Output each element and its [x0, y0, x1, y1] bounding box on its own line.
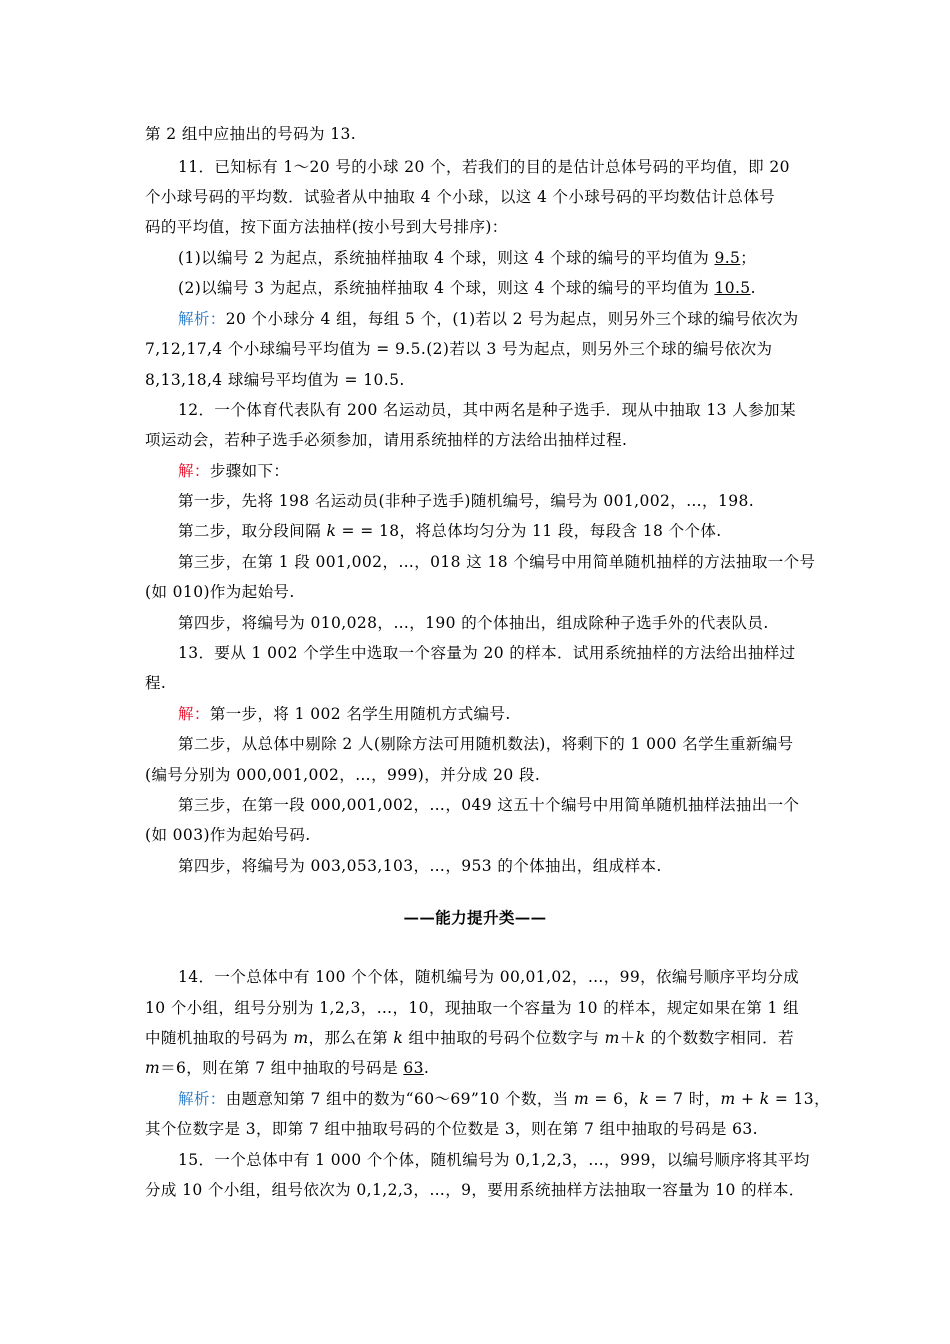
math-variable: m — [293, 1029, 309, 1047]
solution-label: 解析： — [178, 310, 226, 328]
text-segment: (1)以编号 2 为起点，系统抽样抽取 4 个球，则这 4 个球的编号的平均值为 — [178, 249, 715, 267]
text-segment: 第三步，在第 1 段 001,002，…，018 这 18 个编号中用简单随机抽样的方法抽取一个号 — [178, 553, 816, 571]
text-segment: 第二步，取分段间隔 — [178, 522, 327, 540]
text-segment: 个小球号码的平均数．试验者从中抽取 4 个小球，以这 4 个小球号码的平均数估计总体号 — [145, 188, 776, 206]
text-segment: ——能力提升类—— — [403, 908, 547, 927]
text-line — [178, 550, 815, 572]
text-segment: 组中抽取的号码个位数字与 — [403, 1029, 605, 1047]
text-segment: 由题意知第 7 组中的数为“60～69”10 个数，当 — [225, 1090, 574, 1108]
text-line — [145, 122, 356, 144]
text-segment: ，那么在第 — [308, 1029, 394, 1047]
text-segment: 第 2 组中应抽出的号码为 13. — [145, 125, 357, 143]
text-line — [178, 1148, 810, 1170]
text-line — [145, 185, 775, 207]
text-line — [145, 763, 540, 785]
text-line — [178, 702, 511, 724]
math-variable: k — [759, 1090, 770, 1108]
text-line — [178, 611, 769, 633]
text-segment: 码的平均值，按下面方法抽样(按小号到大号排序)： — [145, 218, 508, 236]
text-segment: 第四步，将编号为 003,053,103，…，953 的个体抽出，组成样本. — [178, 857, 662, 875]
text-segment: 14．一个总体中有 100 个个体，随机编号为 00,01,02，…，99，依编号顺序平均分成 — [178, 968, 800, 986]
text-line — [145, 215, 508, 237]
text-segment: (2)以编号 3 为起点，系统抽样抽取 4 个球，则这 4 个球的编号的平均值为 — [178, 279, 715, 297]
text-segment: 7,12,17,4 个小球编号平均值为 = 9.5.(2)若以 3 号为起点，则另外三个球的编号依次为 — [145, 340, 773, 358]
text-line — [178, 1087, 830, 1109]
text-line — [145, 428, 627, 450]
text-segment: ＋ — [619, 1029, 636, 1047]
text-line — [178, 519, 722, 541]
text-segment: 程. — [145, 674, 167, 692]
text-line — [178, 398, 796, 420]
solution-label: 解： — [178, 462, 210, 480]
text-segment: . — [750, 279, 756, 297]
text-line — [145, 1117, 758, 1139]
text-segment: ； — [740, 249, 757, 267]
text-line — [145, 996, 799, 1018]
text-segment: 步骤如下： — [209, 462, 290, 480]
text-segment: (如 003)作为起始号码. — [145, 826, 311, 844]
text-line — [178, 854, 662, 876]
text-segment: 第四步，将编号为 010,028，…，190 的个体抽出，组成除种子选手外的代表队员. — [178, 614, 769, 632]
text-line — [145, 368, 405, 390]
text-line — [145, 1056, 429, 1078]
text-segment: 的个数数字相同．若 — [645, 1029, 794, 1047]
text-segment: = 13， — [769, 1090, 830, 1108]
text-segment: 项运动会，若种子选手必须参加，请用系统抽样的方法给出抽样过程. — [145, 431, 628, 449]
text-segment: = = 18，将总体均匀分为 11 段，每段含 18 个个体. — [336, 522, 722, 540]
text-segment: 8,13,18,4 球编号平均值为 = 10.5. — [145, 371, 405, 389]
text-segment: 第一步，将 1 002 名学生用随机方式编号. — [209, 705, 511, 723]
text-segment: 第一步，先将 198 名运动员(非种子选手)随机编号，编号为 001,002，…，198. — [178, 492, 755, 510]
text-line — [178, 732, 794, 754]
text-segment: 第三步，在第一段 000,001,002，…，049 这五十个编号中用简单随机抽样法抽出一个 — [178, 796, 800, 814]
text-line — [178, 641, 796, 663]
solution-label: 解： — [178, 705, 210, 723]
math-variable: m — [574, 1090, 590, 1108]
text-line — [178, 489, 754, 511]
text-line — [145, 1178, 805, 1200]
text-segment: . — [423, 1059, 430, 1077]
text-segment: 分成 10 个小组，组号依次为 0,1,2,3，…，9，要用系统抽样方法抽取一容量为 10 的样本． — [145, 1181, 805, 1199]
text-line — [178, 459, 289, 481]
math-variable: m — [720, 1090, 736, 1108]
text-segment: ＝6，则在第 7 组中抽取的号码是 — [160, 1059, 404, 1077]
text-line — [145, 1026, 794, 1048]
text-segment: 中随机抽取的号码为 — [145, 1029, 294, 1047]
text-segment: = 6， — [589, 1090, 640, 1108]
text-line — [145, 823, 311, 845]
text-line — [178, 307, 799, 329]
text-line — [178, 965, 799, 987]
text-segment: 11．已知标有 1～20 号的小球 20 个，若我们的目的是估计总体号码的平均值，即 20 — [178, 158, 790, 176]
math-variable: m — [604, 1029, 620, 1047]
text-line — [178, 276, 756, 298]
math-variable: k — [326, 522, 337, 540]
text-line — [178, 793, 799, 815]
text-segment: 其个位数字是 3，即第 7 组中抽取号码的个位数是 3，则在第 7 组中抽取的号码是 63. — [145, 1120, 758, 1138]
text-segment: 10 个小组，组号分别为 1,2,3，…，10，现抽取一个容量为 10 的样本，规定如果在第 1 组 — [145, 999, 800, 1017]
answer-blank: 63 — [403, 1059, 424, 1077]
text-line — [145, 580, 295, 602]
text-segment: 12．一个体育代表队有 200 名运动员，其中两名是种子选手．现从中抽取 13 人参加某 — [178, 401, 796, 419]
text-segment: 13．要从 1 002 个学生中选取一个容量为 20 的样本．试用系统抽样的方法给出抽样过 — [178, 644, 796, 662]
text-segment: 20 个小球分 4 组，每组 5 个，(1)若以 2 号为起点，则另外三个球的编号依次为 — [225, 310, 799, 328]
math-variable: k — [639, 1090, 650, 1108]
text-segment: + — [735, 1090, 760, 1108]
answer-blank: 9.5 — [714, 249, 741, 267]
text-segment: (编号分别为 000,001,002，…，999)，并分成 20 段. — [145, 766, 541, 784]
text-segment: 第二步，从总体中剔除 2 人(剔除方法可用随机数法)，将剩下的 1 000 名学生重新编号 — [178, 735, 794, 753]
math-variable: k — [393, 1029, 404, 1047]
text-line — [178, 155, 790, 177]
math-variable: m — [145, 1059, 161, 1077]
answer-blank: 10.5 — [714, 279, 751, 297]
text-segment: 15．一个总体中有 1 000 个个体，随机编号为 0,1,2,3，…，999，以编号顺序将其平均 — [178, 1151, 810, 1169]
text-segment: (如 010)作为起始号. — [145, 583, 295, 601]
math-variable: k — [635, 1029, 646, 1047]
section-heading — [0, 906, 950, 928]
solution-label: 解析： — [178, 1090, 226, 1108]
text-line — [145, 671, 166, 693]
text-line — [178, 246, 756, 268]
text-segment: = 7 时， — [649, 1090, 721, 1108]
text-line — [145, 337, 772, 359]
